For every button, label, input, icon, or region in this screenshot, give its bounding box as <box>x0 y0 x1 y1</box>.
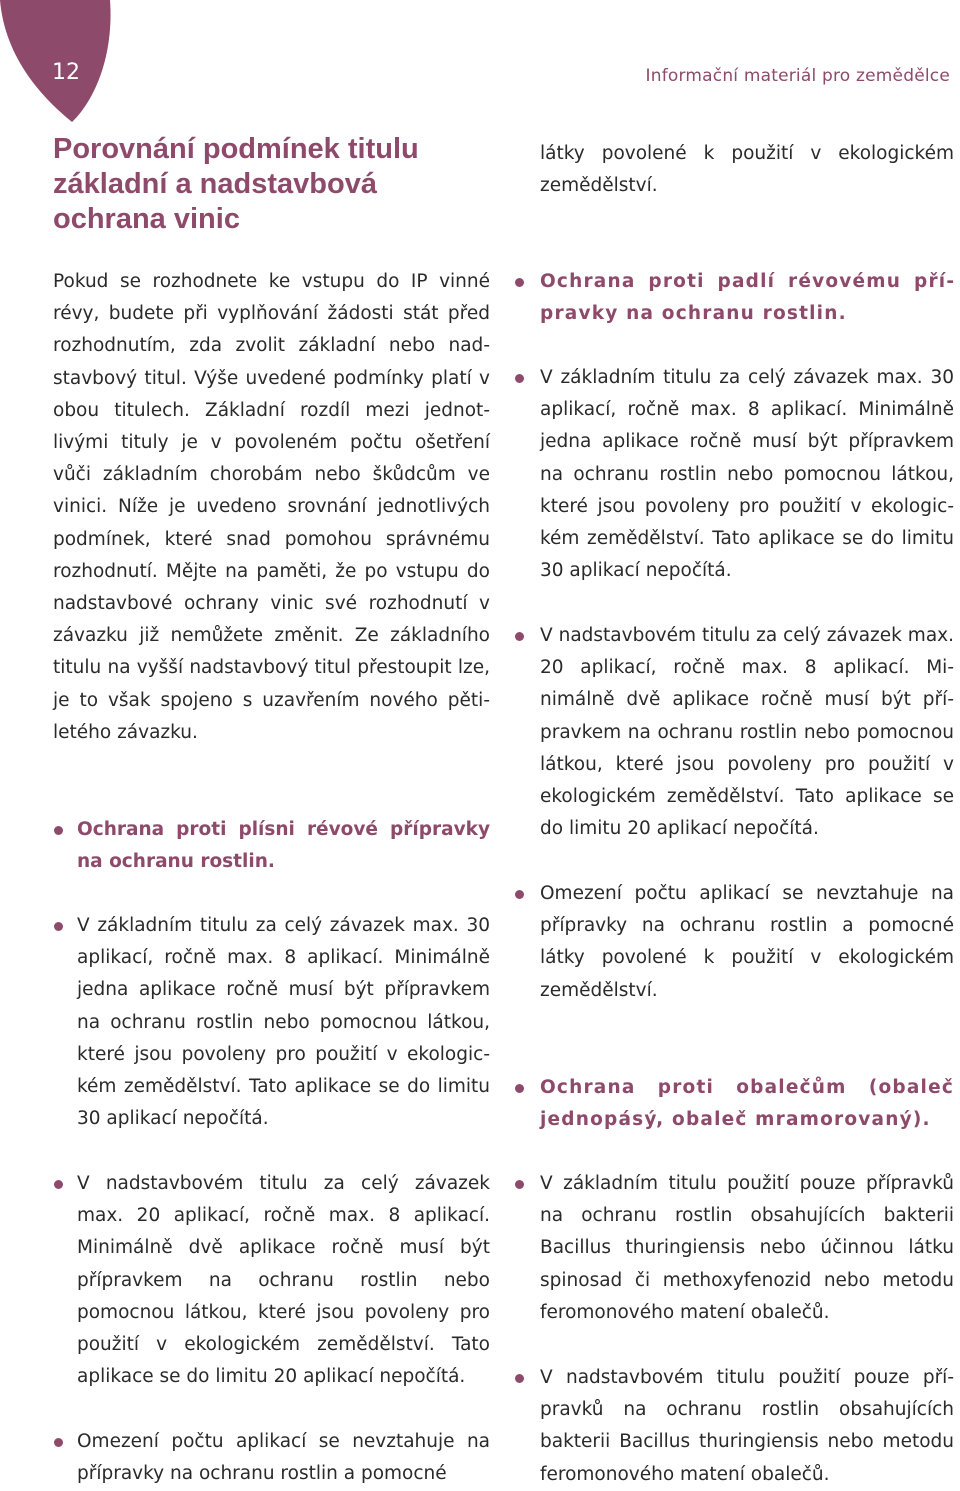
bullet-icon <box>515 890 524 899</box>
list-item: V základním titulu za celý závazek max. 30 aplikací, ročně max. 8 aplikací. Minimálně jedna aplikace ročně musí být přípravkem na ochranu rostlin nebo pomocnou látkou, které jsou povoleny pro použití v ekologickém zemědělství. Tato aplikace se do limitu 30 aplikací nepočítá. <box>514 362 954 587</box>
bullet-icon <box>54 1180 63 1189</box>
list-item: V nadstavbovém titulu za celý závazek max. 20 aplikací, ročně max. 8 aplikací. Minimálně dvě aplikace ročně musí být přípravkem na ochranu rostlin nebo pomocnou látkou, které jsou povoleny pro použití v ekologickém zemědělství. Tato aplikace se do limitu 20 aplikací nepočítá. <box>53 1168 490 1393</box>
list-item: Ochrana proti plísni révové přípravky na ochranu rostlin. <box>53 814 490 878</box>
page-number: 12 <box>52 60 80 85</box>
bullet-icon <box>515 632 524 641</box>
list-item: V nadstavbovém titulu použití pouze přípravků na ochranu rostlin obsahujících bakterii Bacillus thuringiensis nebo metodu feromonového matení obalečů. <box>514 1362 954 1491</box>
bullet-icon <box>54 922 63 931</box>
bullet-icon <box>54 1438 63 1447</box>
list-item: V nadstavbovém titulu za celý závazek max. 20 aplikací, ročně max. 8 aplikací. Minimálně dvě aplikace ročně musí být přípravkem na ochranu rostlin nebo pomocnou látkou, které jsou povoleny pro použití v ekologickém zemědělství. Tato aplikace se do limitu 20 aplikací nepočítá. <box>514 620 954 845</box>
bullet-icon <box>515 374 524 383</box>
bullet-icon <box>515 278 524 287</box>
bullet-icon <box>54 826 63 835</box>
list-item: Omezení počtu aplikací se nevztahuje na přípravky na ochranu rostlin a pomocné látky povolené k použití v ekologickém zemědělství. <box>514 878 954 1007</box>
bullet-icon <box>515 1374 524 1383</box>
bullet-icon <box>515 1180 524 1189</box>
continuation-paragraph: látky povolené k použití v ekologickém zemědělství. <box>540 143 954 197</box>
intro-paragraph: Pokud se rozhodnete ke vstupu do IP vinné révy, budete při vyplňování žádosti stát před rozhodnutím, zda zvolit základní nebo nadstavbový titul. Výše uvedené podmínky platí v obou titulech. Základní rozdíl mezi jednotlivými tituly je v povoleném počtu ošetření vůči základním chorobám nebo škůdcům ve vinici. Níže je uvedeno srovnání jednotlivých podmínek, které snad pomohou správnému rozhodnutí. Mějte na paměti, že po vstupu do nadstavbové ochrany vinic své rozhodnutí v závazku již nemůžete změnit. Ze základního titulu na vyšší nadstavbový titul přestoupit lze, je to však spojeno s uzavřením nového pětiletého závazku. <box>53 271 490 743</box>
bullet-icon <box>515 1084 524 1093</box>
running-header: Informační materiál pro zemědělce <box>645 66 950 86</box>
list-item: V základním titulu za celý závazek max. 30 aplikací, ročně max. 8 aplikací. Minimálně jedna aplikace ročně musí být přípravkem na ochranu rostlin nebo pomocnou látkou, které jsou povoleny pro použití v ekologickém zemědělství. Tato aplikace se do limitu 30 aplikací nepočítá. <box>53 910 490 1135</box>
list-item: Omezení počtu aplikací se nevztahuje na přípravky na ochranu rostlin a pomocné <box>53 1426 490 1490</box>
section-title: Porovnání podmínek titulu základní a nadstavbová ochrana vinic <box>53 133 419 235</box>
list-item: Ochrana proti padlí révovému přípravky na ochranu rostlin. <box>514 266 954 330</box>
list-item: V základním titulu použití pouze přípravků na ochranu rostlin obsahujících bakterii Bacillus thuringiensis nebo účinnou látku spinosad či methoxyfenozid nebo metodu feromonového matení obalečů. <box>514 1168 954 1329</box>
list-item: Ochrana proti obalečům (obaleč jednopásý, obaleč mramorovaný). <box>514 1072 954 1136</box>
